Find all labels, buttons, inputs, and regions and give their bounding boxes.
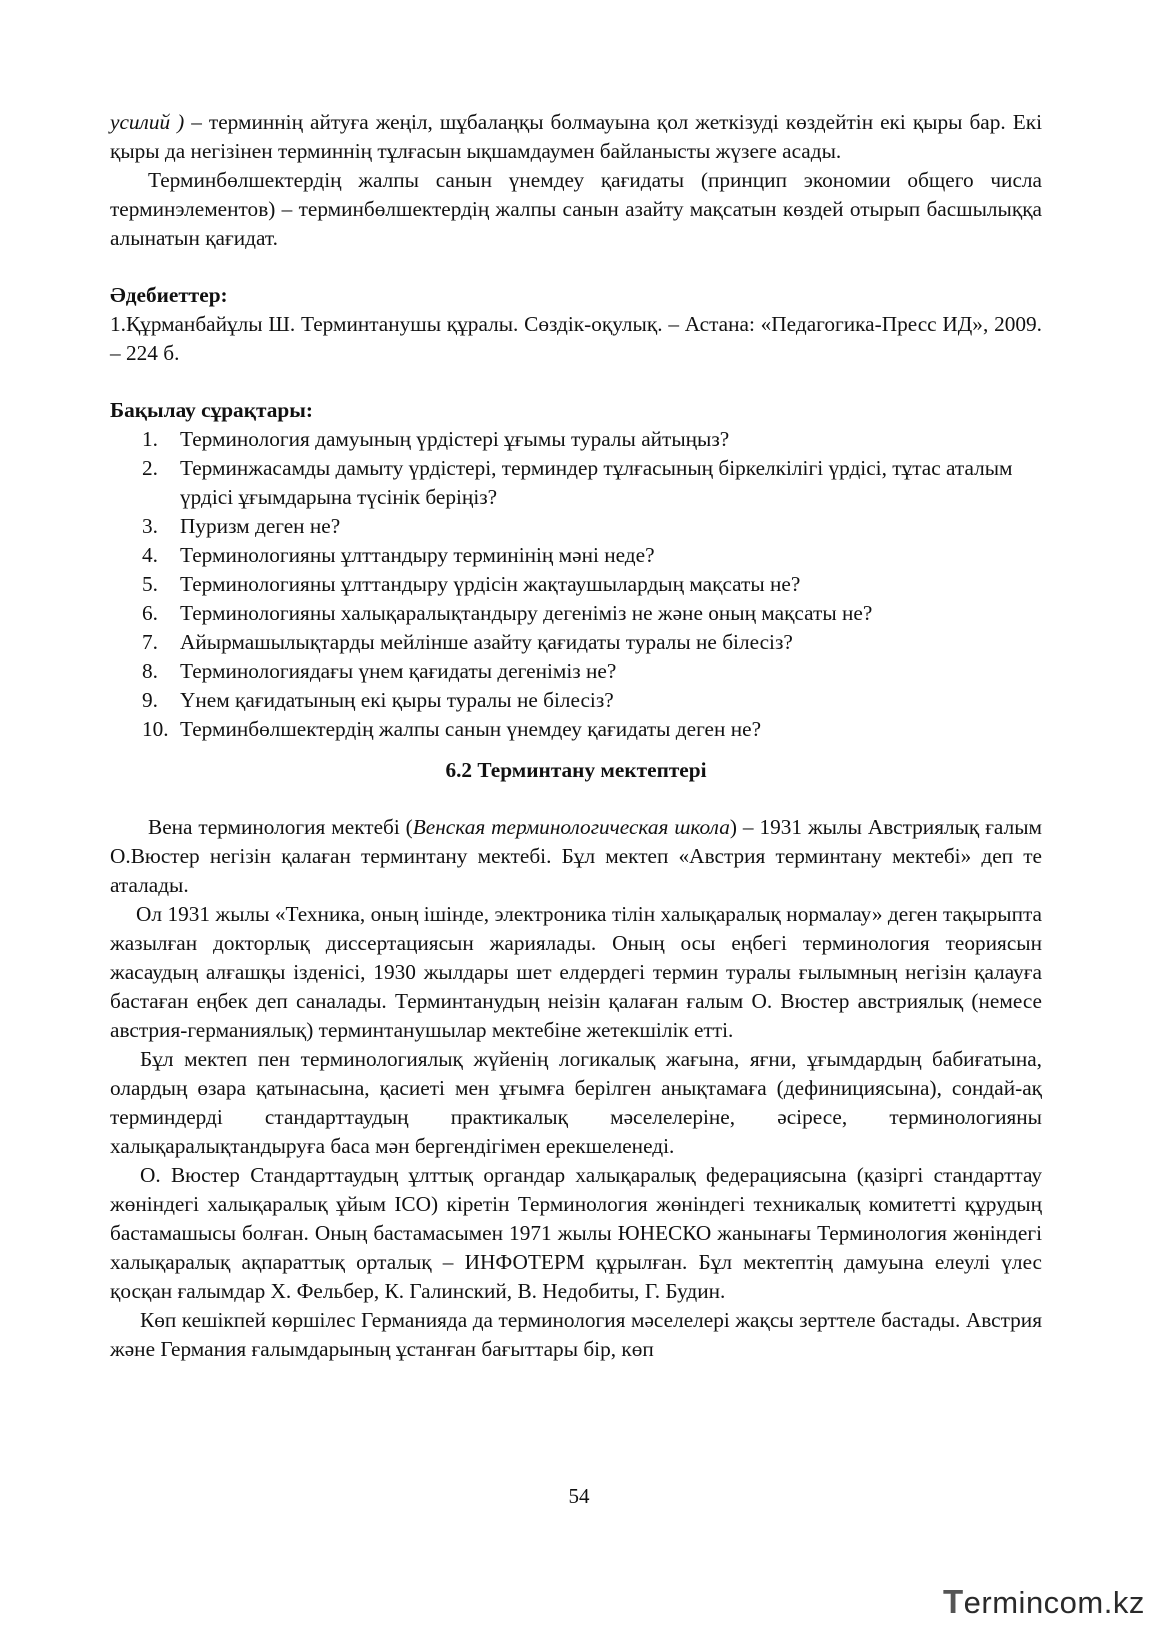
paragraph-1 xyxy=(110,108,1042,166)
question-item xyxy=(110,425,1042,454)
section-paragraph-1-a: Вена терминология мектебі ( xyxy=(148,815,413,839)
question-item xyxy=(110,686,1042,715)
section-paragraph-4: О. Вюстер Стандарттаудың ұлттық органдар халықаралық федерациясына (қазіргі стандарттау жөніндегі халықаралық ұйым ІСО) кіретін Терминология жөніндегі техникалық комитетті құрудың бастамашысы болған. Оның бастамасымен 1971 жылы ЮНЕСКО жанынағы Терминология жөніндегі халықаралық ақпараттық орталық – ИНФОТЕРМ құрылған. Бұл мектептің дамуына елеулі үлес қосқан ғалымдар Х. Фельбер, К. Галинский, В. Недобиты, Г. Будин. xyxy=(110,1163,1042,1303)
literature-item: 1.Құрманбайұлы Ш. Терминтанушы құралы. Сөздік-оқулық. – Астана: «Педагогика-Пресс ИД», 2009. – 224 б. xyxy=(110,312,1042,365)
termincom-logo xyxy=(943,1583,1145,1623)
question-text: Терминологияны халықаралықтандыру дегеніміз не және оның мақсаты не? xyxy=(180,601,873,625)
question-number: 9. xyxy=(142,688,158,712)
question-text: Айырмашылықтарды мейлінше азайту қағидаты туралы не білесіз? xyxy=(180,630,793,654)
section-title: 6.2 Терминтану мектептері xyxy=(445,758,707,782)
questions-heading: Бақылау сұрақтары: xyxy=(110,398,313,422)
question-text: Пуризм деген не? xyxy=(180,514,341,538)
question-item xyxy=(110,541,1042,570)
question-number: 2. xyxy=(142,456,158,480)
question-item xyxy=(110,715,1042,744)
question-number: 5. xyxy=(142,572,158,596)
question-text: Терминологияны ұлттандыру терминінің мәні неде? xyxy=(180,543,655,567)
spacer xyxy=(110,253,1042,281)
section-paragraph-3: Бұл мектеп пен терминологиялық жүйенің логикалық жағына, яғни, ұғымдардың бабиғатына, олардың өзара қатынасына, қасиеті мен ұғымға берілген анықтамаға (дефинициясына), сондай-ақ терминдерді стандарттаудың практикалық мәселелеріне, әсіресе, терминологияны халықаралықтандыруға баса мән бергендігімен ерекшеленеді. xyxy=(110,1047,1042,1158)
question-item xyxy=(110,657,1042,686)
questions-list xyxy=(110,425,1042,744)
question-number: 8. xyxy=(142,659,158,683)
section-paragraph-1-b: ) – 1931 жылы Австриялық ғалым О.Вюстер негізін қалаған терминтану мектебі. Бұл мектеп «Австрия терминтану мектебі» деп те аталады. xyxy=(110,815,1042,897)
question-number: 6. xyxy=(142,601,158,625)
page-content xyxy=(110,108,1042,1364)
section-paragraph-5: Көп кешікпей көршілес Германияда да терминология мәселелері жақсы зерттеле бастады. Австрия және Германия ғалымдарының ұстанған бағыттары бір, көп xyxy=(110,1308,1042,1361)
paragraph-1-italic: усилий ) xyxy=(110,110,185,134)
spacer xyxy=(110,368,1042,396)
logo-text: ermincom.kz xyxy=(963,1585,1145,1620)
question-number: 4. xyxy=(142,543,158,567)
question-number: 7. xyxy=(142,630,158,654)
section-paragraph-2: Ол 1931 жылы «Техника, оның ішінде, электроника тілін халықаралық нормалау» деген тақырыпта жазылған докторлық диссертациясын жариялады. Оның осы еңбегі терминология теориясын жасаудың алғашқы ізденісі, 1930 жылдары шет елдердегі термин туралы ғылымның негізін қалауға бастаған еңбек деп саналады. Терминтанудың неізін қалаған ғалым О. Вюстер австриялық (немесе австрия-германиялық) терминтанушылар мектебіне жетекшілік етті. xyxy=(110,902,1042,1042)
question-text: Терминжасамды дамыту үрдістері, терминдер тұлғасының біркелкілігі үрдісі, тұтас аталым үрдісі ұғымдарына түсінік беріңіз? xyxy=(180,456,1013,509)
question-text: Терминологиядағы үнем қағидаты дегеніміз не? xyxy=(180,659,617,683)
question-text: Терминбөлшектердің жалпы санын үнемдеу қағидаты деген не? xyxy=(180,717,762,741)
question-item xyxy=(110,454,1042,512)
question-text: Үнем қағидатының екі қыры туралы не білесіз? xyxy=(180,688,614,712)
question-item xyxy=(110,628,1042,657)
question-text: Терминологияны ұлттандыру үрдісін жақтаушылардың мақсаты не? xyxy=(180,572,801,596)
question-item xyxy=(110,512,1042,541)
literature-heading: Әдебиеттер: xyxy=(110,283,228,307)
question-text: Терминология дамуының үрдістері ұғымы туралы айтыңыз? xyxy=(180,427,730,451)
section-paragraph-1-italic: Венская терминологическая школа xyxy=(412,815,730,839)
question-number: 1. xyxy=(142,427,158,451)
page-number: 54 xyxy=(568,1484,590,1508)
question-number: 3. xyxy=(142,514,158,538)
paragraph-2: Терминбөлшектердің жалпы санын үнемдеу қағидаты (принцип экономии общего числа терминэлементов) – терминбөлшектердің жалпы санын азайту мақсатын көздей отырып басшылыққа алынатын қағидат. xyxy=(110,168,1042,250)
question-item xyxy=(110,570,1042,599)
paragraph-1-text: – терминнің айтуға жеңіл, шұбалаңқы болмауына қол жеткізуді көздейтін екі қыры бар. Екі қыры да негізінен терминнің тұлғасын ықшамдаумен байланысты жүзеге асады. xyxy=(110,110,1042,163)
question-number: 10. xyxy=(142,717,169,741)
section-paragraph-1 xyxy=(110,813,1042,900)
question-item xyxy=(110,599,1042,628)
logo-mark: T xyxy=(943,1583,964,1620)
